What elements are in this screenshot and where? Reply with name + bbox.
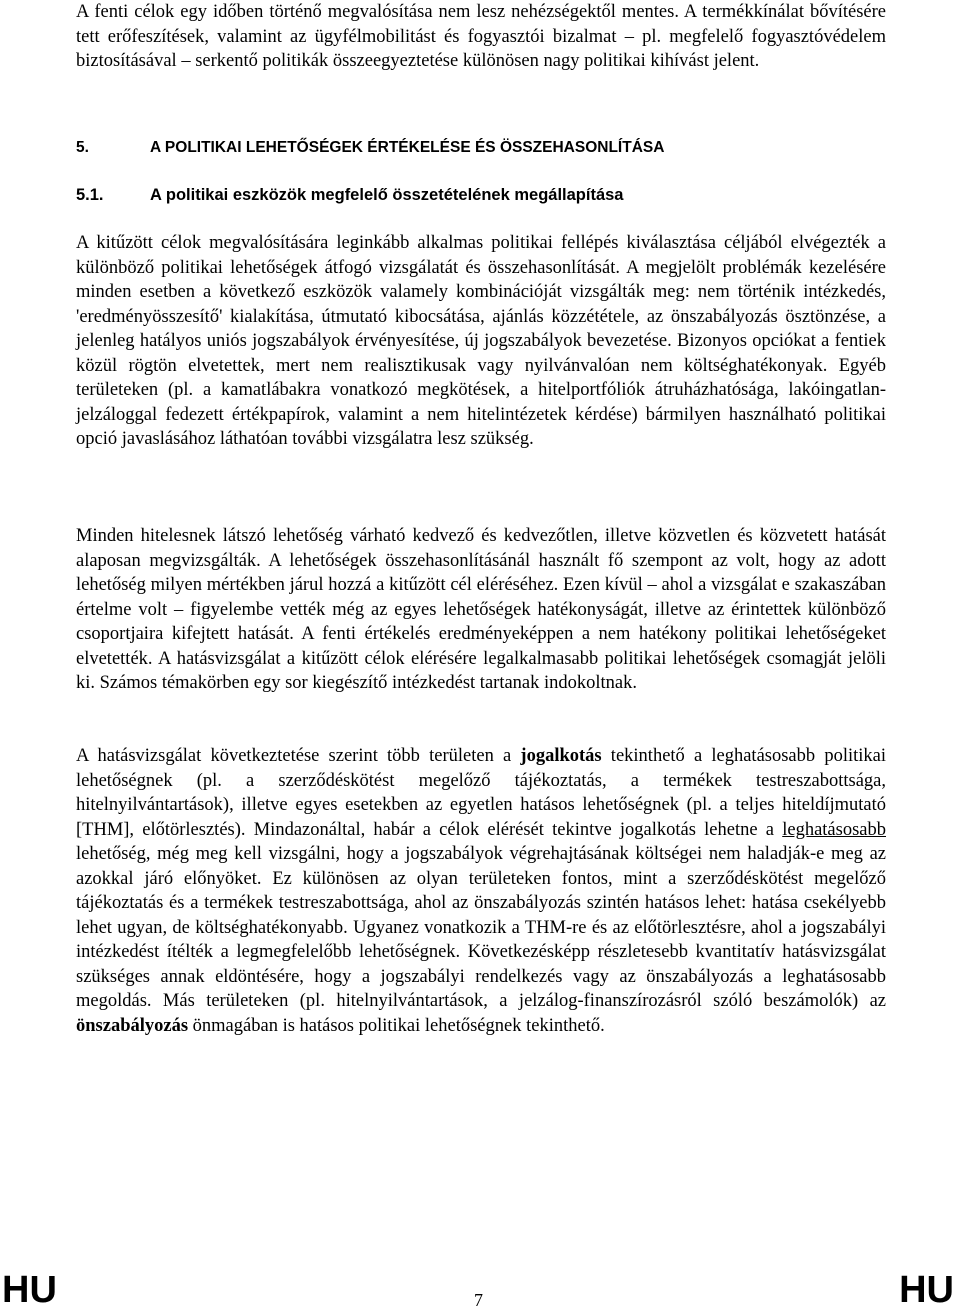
- paragraph-conclusion: [76, 744, 886, 1038]
- bold-term-legislation: jogalkotás: [520, 746, 602, 766]
- conclusion-text-4: önmagában is hatásos politikai lehetőségnek tekinthető.: [188, 1015, 605, 1036]
- conclusion-text-3: lehetőség, még meg kell vizsgálni, hogy a jogszabályok végrehajtásának költségei nem haladják-e meg az azokkal járó előnyöket. Ez különösen az olyan területeken fontos, mint a szerződéskötést megelőző tájékoztatás és a termékek testreszabottsága, ahol az önszabályozás szintén hatásos lehet: hatása csekélyebb lehet ugyan, de költséghatékonyabb. Ugyanez vonatkozik a THM-re és az előtörlesztésre, ahol a jogszabályi intézkedést ítélték a legmegfelelőbb lehetőségnek. Következésképp részletesebb kvantitatív hatásvizsgálat szükséges annak eldöntésére, hogy a jogszabályi rendelkezés vagy az önszabályozás a leghatásosabb megoldás. Más területeken (pl. hitelnyilvántartások, a jelzálog-finanszírozásról szóló beszámolók) az: [76, 844, 886, 1011]
- paragraph-impact-analysis: Minden hitelesnek látszó lehetőség várható kedvező és kedvezőtlen, illetve közvetlen és közvetett hatását alaposan megvizsgálták. A lehetőségek összehasonlításánál használt fő szempont az volt, hogy az adott lehetőség milyen mértékben járul hozzá a kitűzött cél eléréséhez. Ezen kívül – ahol a vizsgálat e szakaszában értelme volt – figyelembe vették még az egyes lehetőségek hatékonyságát, illetve az érintettek különböző csoportjaira kifejtett hatását. A fenti értékelés eredményeképpen a nem hatékony politikai lehetőségeket elvetették. A hatásvizsgálat a kitűzött célok elérésére legalkalmasabb politikai lehetőségek csomagját jelöli ki. Számos témakörben egy sor kiegészítő intézkedést tartanak indokoltnak.: [76, 526, 886, 693]
- body-block-2: [76, 524, 886, 696]
- footer-language-right: HU: [899, 1269, 954, 1311]
- conclusion-text-2: tekinthető a leghatásosabb politikai lehetőségnek (pl. a szerződéskötést megelőző tájékoztatás, a termékek testreszabottsága, hitelnyilvántartások), illetve egyes esetekben az egyetlen hatásos lehetőségnek (pl. a teljes hiteldíjmutató [THM], előtörlesztés). Mindazonáltal, habár a célok elérését tekintve jogalkotás lehetne a: [76, 746, 886, 840]
- section-number: 5.: [76, 139, 89, 156]
- document-page: [76, 0, 886, 74]
- subsection-heading: [76, 186, 886, 205]
- section-title: A POLITIKAI LEHETŐSÉGEK ÉRTÉKELÉSE ÉS ÖSSZEHASONLÍTÁSA: [150, 139, 665, 156]
- footer-language-left: HU: [2, 1269, 57, 1311]
- subsection-title: A politikai eszközök megfelelő összetételének megállapítása: [150, 186, 624, 204]
- conclusion-text-1: A hatásvizsgálat következtetése szerint több területen a: [76, 746, 521, 766]
- subsection-number: 5.1.: [76, 186, 104, 204]
- underlined-term-most-effective: leghatásosabb: [782, 819, 886, 840]
- body-block-1: [76, 231, 886, 452]
- page-number: 7: [474, 1290, 483, 1310]
- intro-paragraph: A fenti célok egy időben történő megvalósítása nem lesz nehézségektől mentes. A termékkínálat bővítésére tett erőfeszítések, valamint az ügyfélmobilitást és fogyasztói bizalmat – pl. megfelelő fogyasztóvédelem biztosításával – serkentő politikák összeegyeztetése különösen nagy politikai kihívást jelent.: [76, 2, 886, 71]
- body-block-3: [76, 744, 886, 1038]
- bold-term-self-regulation: önszabályozás: [76, 1015, 189, 1036]
- section-heading: [76, 139, 886, 157]
- paragraph-policy-options: A kitűzött célok megvalósítására leginkább alkalmas politikai fellépés kiválasztása céljából elvégezték a különböző politikai lehetőségek átfogó vizsgálatát és összehasonlítását. A megjelölt problémák kezelésére minden esetben a következő eszközök valamely kombinációját vizsgálták meg: nem történik intézkedés, 'eredményösszesítő' kialakítása, útmutató kibocsátása, ajánlás közzététele, az önszabályozás ösztönzése, a jelenleg hatályos uniós jogszabályok érvényesítése, új jogszabályok bevezetése. Bizonyos opciókat a fentiek közül rögtön elvetettek, mert nem realisztikusak vagy nyilvánvalóan nem költséghatékonyak. Egyéb területeken (pl. a kamatlábakra vonatkozó megkötések, a hitelportfóliók átruházhatósága, lakóingatlan-jelzáloggal fedezett értékpapírok, valamint a nem hitelintézetek kérdése) bármilyen használható politikai opció javaslásához láthatóan további vizsgálatra lesz szükség.: [76, 233, 886, 449]
